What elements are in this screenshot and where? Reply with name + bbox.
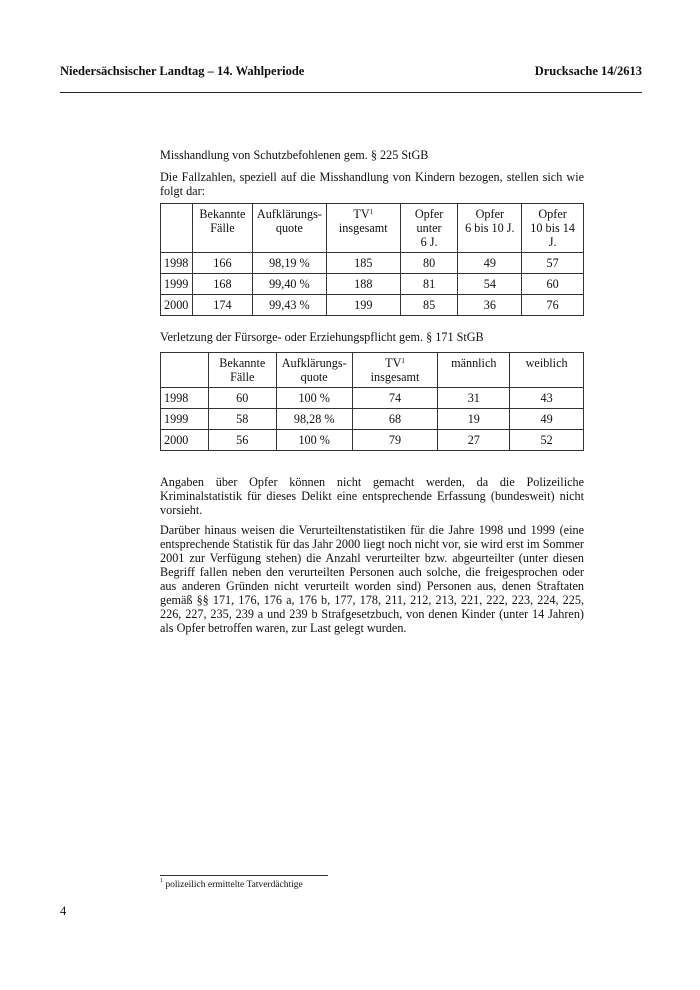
table-cell: 98,28 % (276, 409, 352, 430)
table-row (161, 253, 584, 274)
table-cell-year: 1999 (161, 274, 193, 295)
table-row (161, 388, 584, 409)
table-cell: 49 (458, 253, 522, 274)
footnote-marker: 1 (160, 878, 163, 884)
table-cell: 99,40 % (252, 274, 326, 295)
table-cell-year: 2000 (161, 430, 209, 451)
table-cell: 60 (522, 274, 584, 295)
table-cell: 49 (510, 409, 584, 430)
table-cell: 58 (208, 409, 276, 430)
table-child-abuse (160, 203, 584, 316)
table-cell: 81 (400, 274, 458, 295)
table-cell: 27 (438, 430, 510, 451)
table-cell: 99,43 % (252, 295, 326, 316)
table-header-cell: Opfer unter 6 J. (400, 204, 458, 253)
table-cell: 43 (510, 388, 584, 409)
table-cell: 185 (326, 253, 400, 274)
table-header-cell: Opfer 6 bis 10 J. (458, 204, 522, 253)
section1-caption: Misshandlung von Schutzbefohlenen gem. § 225 StGB (160, 148, 429, 162)
table-cell-year: 1999 (161, 409, 209, 430)
table-header-cell: weiblich (510, 353, 584, 388)
main-content (160, 148, 584, 641)
table-cell: 100 % (276, 388, 352, 409)
table-row (161, 295, 584, 316)
table-cell: 168 (192, 274, 252, 295)
table-cell-year: 1998 (161, 388, 209, 409)
footnote-reference: 1 (401, 357, 405, 365)
table-cell: 98,19 % (252, 253, 326, 274)
table-cell: 54 (458, 274, 522, 295)
table-neglect (160, 352, 584, 451)
footnote-reference: 1 (369, 208, 374, 216)
table-header-cell: Aufklärungs- quote (252, 204, 326, 253)
paragraph-victims-note: Angaben über Opfer können nicht gemacht werden, da die Polizeiliche Kriminalstatistik für dieses Delikt eine entsprechende Erfassung (bundesweit) nicht vorsieht. (160, 475, 584, 517)
table-header-cell-empty (161, 204, 193, 253)
footnote-text: polizeilich ermittelte Tatverdächtige (165, 880, 303, 890)
table-cell: 60 (208, 388, 276, 409)
table-header-cell: Opfer 10 bis 14 J. (522, 204, 584, 253)
table-header-cell: männlich (438, 353, 510, 388)
table-header-cell-empty (161, 353, 209, 388)
page-number: 4 (60, 904, 67, 918)
footnote (160, 880, 303, 890)
header-document-number: Drucksache 14/2613 (534, 64, 642, 78)
table-header-cell: Bekannte Fälle (208, 353, 276, 388)
table-cell: 199 (326, 295, 400, 316)
footnote-divider (160, 875, 328, 876)
section2-caption: Verletzung der Fürsorge- oder Erziehungspflicht gem. § 171 StGB (160, 330, 484, 344)
table-header-row (161, 353, 584, 388)
table-cell: 52 (510, 430, 584, 451)
table-cell-year: 2000 (161, 295, 193, 316)
table-cell: 19 (438, 409, 510, 430)
table-cell: 36 (458, 295, 522, 316)
paragraph-conviction-statistics: Darüber hinaus weisen die Verurteiltenstatistiken für die Jahre 1998 und 1999 (eine entsprechende Statistik für das Jahr 2000 liegt noch nicht vor, sie wird erst im Sommer 2001 zur Verfügung stehen) die Anzahl verurteilter bzw. abgeurteilter (unter diesen Begriff fallen neben den verurteilten Personen auch solche, die freigesprochen oder aus anderen Gründen nicht verurteilt worden sind) Personen aus, denen Straftaten gemäß §§ 171, 176, 176 a, 176 b, 177, 178, 211, 212, 213, 221, 222, 223, 224, 225, 226, 227, 235, 239 a und 239 b Strafgesetzbuch, von denen Kinder (unter 14 Jahren) als Opfer betroffen waren, zur Last gelegt wurden. (160, 523, 584, 635)
table-cell: 76 (522, 295, 584, 316)
table-cell-year: 1998 (161, 253, 193, 274)
table-cell: 31 (438, 388, 510, 409)
table-row (161, 430, 584, 451)
table-cell: 166 (192, 253, 252, 274)
table-row (161, 274, 584, 295)
table-cell: 174 (192, 295, 252, 316)
table-cell: 100 % (276, 430, 352, 451)
table-header-cell: $TV^1$ insgesamt (326, 204, 400, 253)
table-header-cell: Bekannte Fälle (192, 204, 252, 253)
table-cell: 79 (352, 430, 438, 451)
table-cell: 57 (522, 253, 584, 274)
table-row (161, 409, 584, 430)
header-title: Niedersächsischer Landtag – 14. Wahlperiode (60, 64, 305, 78)
table-cell: 74 (352, 388, 438, 409)
table-header-row (161, 204, 584, 253)
table-header-cell: $TV^1$ insgesamt (352, 353, 438, 388)
table-cell: 56 (208, 430, 276, 451)
table-cell: 85 (400, 295, 458, 316)
table-cell: 80 (400, 253, 458, 274)
header-divider (60, 92, 642, 93)
section1-intro: Die Fallzahlen, speziell auf die Misshandlung von Kindern bezogen, stellen sich wie folgt dar: (160, 170, 584, 198)
table-cell: 188 (326, 274, 400, 295)
table-header-cell: Aufklärungs- quote (276, 353, 352, 388)
table-cell: 68 (352, 409, 438, 430)
